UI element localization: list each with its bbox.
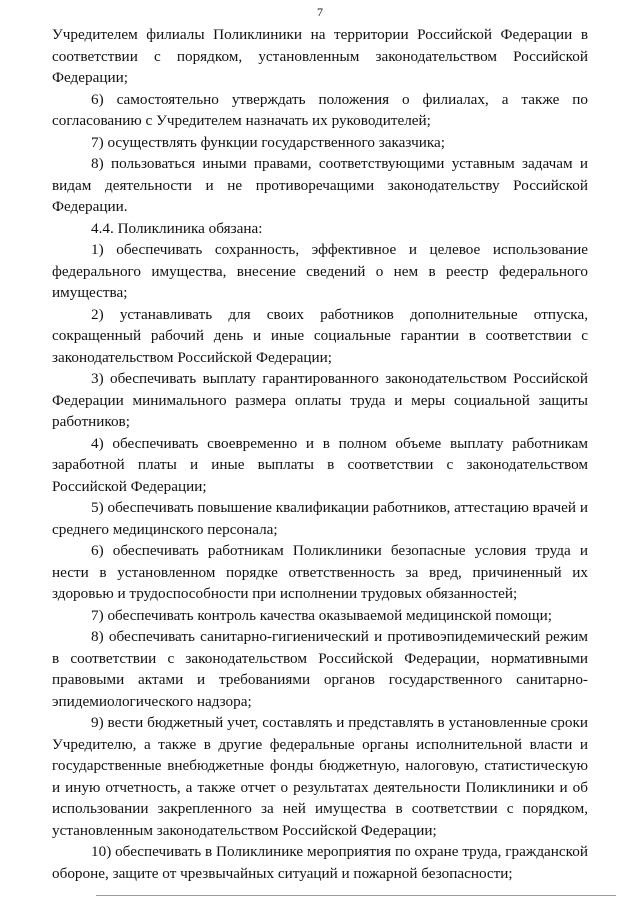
paragraph-item-7-rights: 7) осуществлять функции государственного заказчика; bbox=[91, 133, 445, 151]
paragraph-duty-7: 7) обеспечивать контроль качества оказываемой медицинской помощи; bbox=[91, 606, 552, 624]
paragraph-item-8-rights: 8) пользоваться иными правами, соответствующими уставным задачам и видам деятельности и не противоречащими законодательству Российской Федерации. bbox=[52, 155, 588, 215]
paragraph-duty-1: 1) обеспечивать сохранность, эффективное и целевое использование федерального имущества, внесение сведений о нем в реестр федерального имущества; bbox=[52, 241, 588, 301]
paragraph-continuation: Учредителем филиалы Поликлиники на территории Российской Федерации в соответствии с порядком, установленным законодательством Российской Федерации; bbox=[52, 26, 588, 86]
paragraph-duty-9: 9) вести бюджетный учет, составлять и представлять в установленные сроки Учредителю, а также в другие федеральные органы исполнительной власти и государственные внебюджетные фонды бюджетную, налоговую, статистическую и иную отчетность, а также отчет о результатах деятельности Поликлиники и об использовании закрепленного за ней имущества в соответствии с порядком, установленным законодательством Российской Федерации; bbox=[52, 714, 588, 839]
document-body bbox=[52, 24, 588, 884]
paragraph-duty-2: 2) устанавливать для своих работников дополнительные отпуска, сокращенный рабочий день и иные социальные гарантии в соответствии с законодательством Российской Федерации; bbox=[52, 305, 588, 366]
section-heading-4-4: 4.4. Поликлиника обязана: bbox=[91, 219, 263, 237]
bottom-scan-rule bbox=[96, 895, 616, 896]
page-number: 7 bbox=[317, 5, 323, 19]
paragraph-duty-5: 5) обеспечивать повышение квалификации работников, аттестацию врачей и среднего медицинского персонала; bbox=[52, 499, 588, 538]
paragraph-item-6-rights: 6) самостоятельно утверждать положения о филиалах, а также по согласованию с Учредителем назначать их руководителей; bbox=[52, 90, 588, 129]
paragraph-duty-10: 10) обеспечивать в Поликлинике мероприятия по охране труда, гражданской обороне, защите от чрезвычайных ситуаций и пожарной безопасности; bbox=[52, 843, 588, 882]
paragraph-duty-3: 3) обеспечивать выплату гарантированного законодательством Российской Федерации минимального размера оплаты труда и меры социальной защиты работников; bbox=[52, 370, 588, 430]
paragraph-duty-8: 8) обеспечивать санитарно-гигиенический и противоэпидемический режим в соответствии с законодательством Российской Федерации, нормативными правовыми актами и требованиями органов государственного санитарно-эпидемиологического надзора; bbox=[52, 628, 588, 710]
paragraph-duty-4: 4) обеспечивать своевременно и в полном объеме выплату работникам заработной платы и иные выплаты в соответствии с законодательством Российской Федерации; bbox=[52, 434, 588, 495]
paragraph-duty-6: 6) обеспечивать работникам Поликлиники безопасные условия труда и нести в установленном порядке ответственность за вред, причиненный их здоровью и трудоспособности при исполнении трудовых обязанностей; bbox=[52, 542, 588, 602]
